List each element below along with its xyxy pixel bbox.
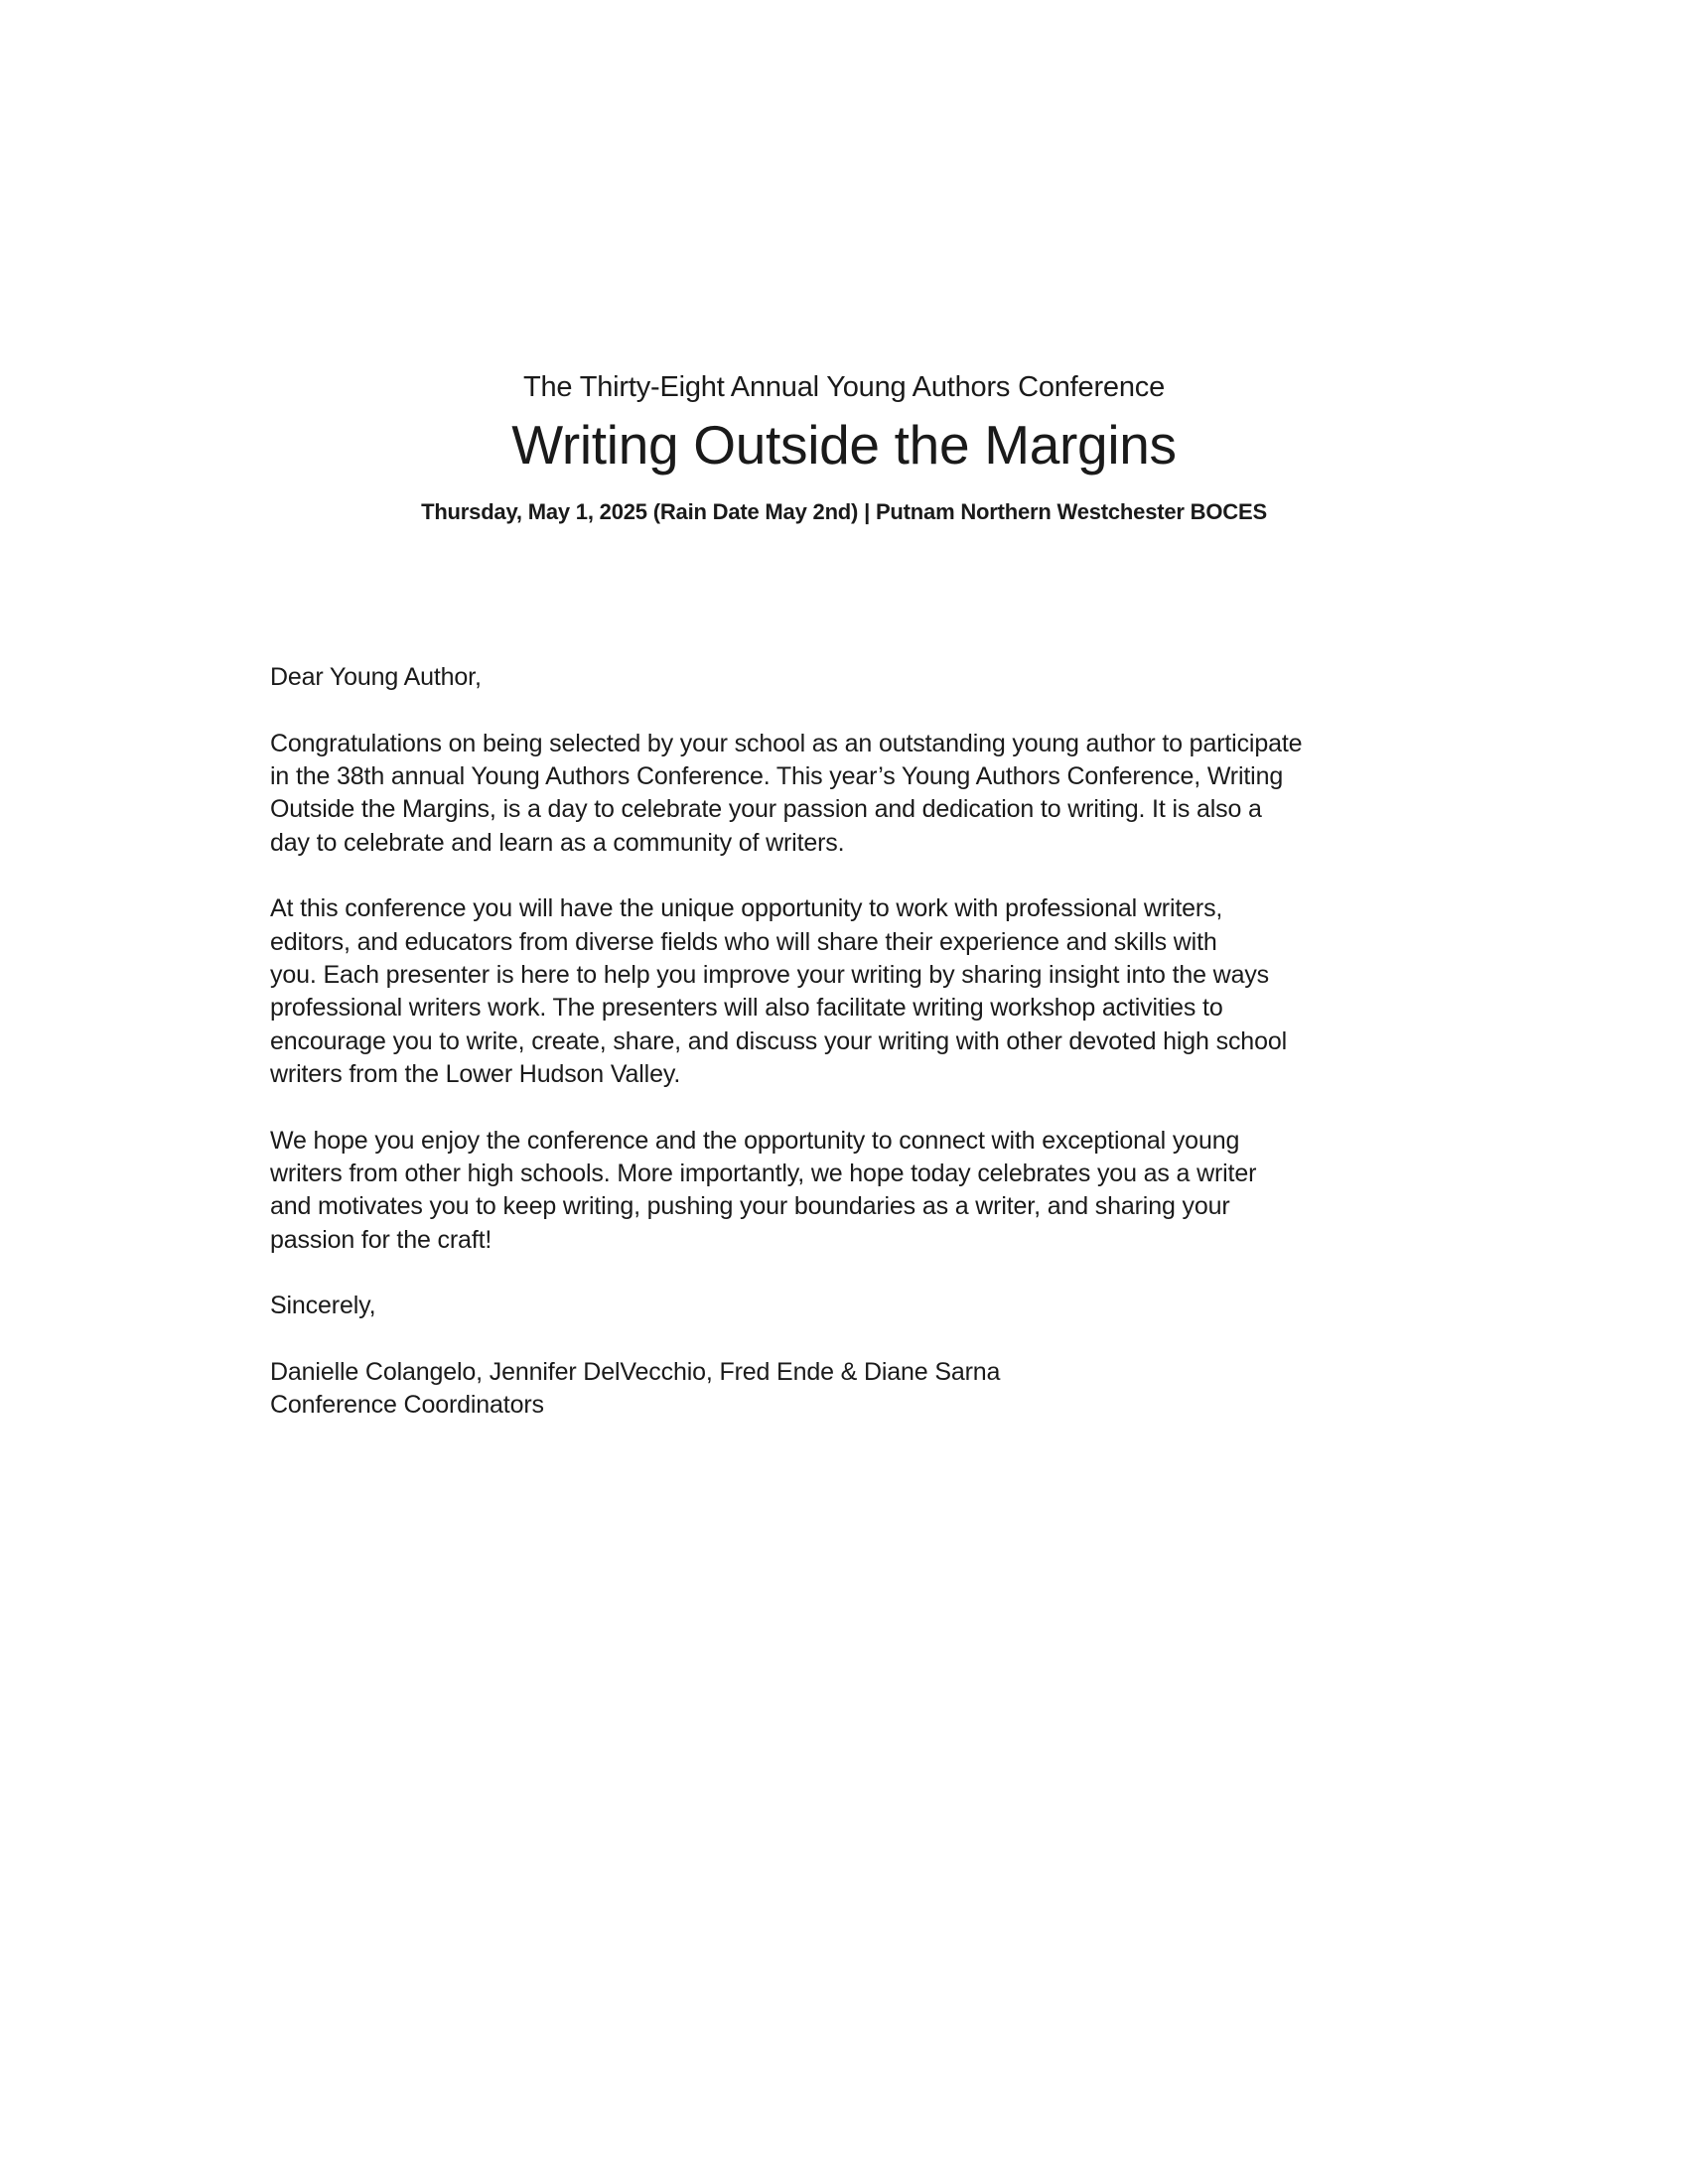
paragraph-hope: [270, 1125, 1422, 1257]
spacer: [270, 860, 1422, 892]
paragraph-opportunity: [270, 892, 1422, 1091]
conference-date-location: Thursday, May 1, 2025 (Rain Date May 2nd) | Putnam Northern Westchester BOCES: [421, 499, 1267, 524]
paragraph-congratulations: [270, 728, 1422, 860]
paragraph-line: We hope you enjoy the conference and the opportunity to connect with exceptional young: [270, 1126, 1240, 1155]
spacer: [270, 694, 1422, 727]
conference-title: Writing Outside the Margins: [511, 414, 1177, 476]
paragraph-line: you. Each presenter is here to help you improve your writing by sharing insight into the ways: [270, 960, 1270, 989]
paragraph-line: professional writers work. The presenters will also facilitate writing workshop activities to: [270, 994, 1223, 1023]
signatory-title: Conference Coordinators: [270, 1391, 544, 1420]
conference-subtitle: The Thirty-Eight Annual Young Authors Conference: [522, 371, 1166, 403]
spacer: [270, 1257, 1422, 1290]
paragraph-line: day to celebrate and learn as a community of writers.: [270, 828, 845, 857]
signatories: Danielle Colangelo, Jennifer DelVecchio, Fred Ende & Diane Sarna: [270, 1357, 1001, 1386]
paragraph-line: writers from other high schools. More importantly, we hope today celebrates you as a writer: [270, 1159, 1257, 1187]
paragraph-line: passion for the craft!: [270, 1225, 492, 1254]
closing: Sincerely,: [270, 1292, 376, 1320]
letter-body: [270, 661, 1422, 1423]
spacer: [270, 1323, 1422, 1356]
salutation: Dear Young Author,: [270, 663, 482, 691]
paragraph-line: encourage you to write, create, share, and discuss your writing with other devoted high school: [270, 1026, 1287, 1055]
paragraph-line: At this conference you will have the unique opportunity to work with professional writers,: [270, 894, 1223, 923]
paragraph-line: editors, and educators from diverse fields who will share their experience and skills with: [270, 927, 1217, 956]
paragraph-line: writers from the Lower Hudson Valley.: [270, 1059, 681, 1088]
paragraph-line: Outside the Margins, is a day to celebrate your passion and dedication to writing. It is also a: [270, 795, 1262, 824]
paragraph-line: Congratulations on being selected by your school as an outstanding young author to participate: [270, 729, 1303, 757]
paragraph-line: in the 38th annual Young Authors Conference. This year’s Young Authors Conference, Writing: [270, 761, 1284, 790]
paragraph-line: and motivates you to keep writing, pushing your boundaries as a writer, and sharing your: [270, 1192, 1230, 1221]
spacer: [270, 1091, 1422, 1124]
